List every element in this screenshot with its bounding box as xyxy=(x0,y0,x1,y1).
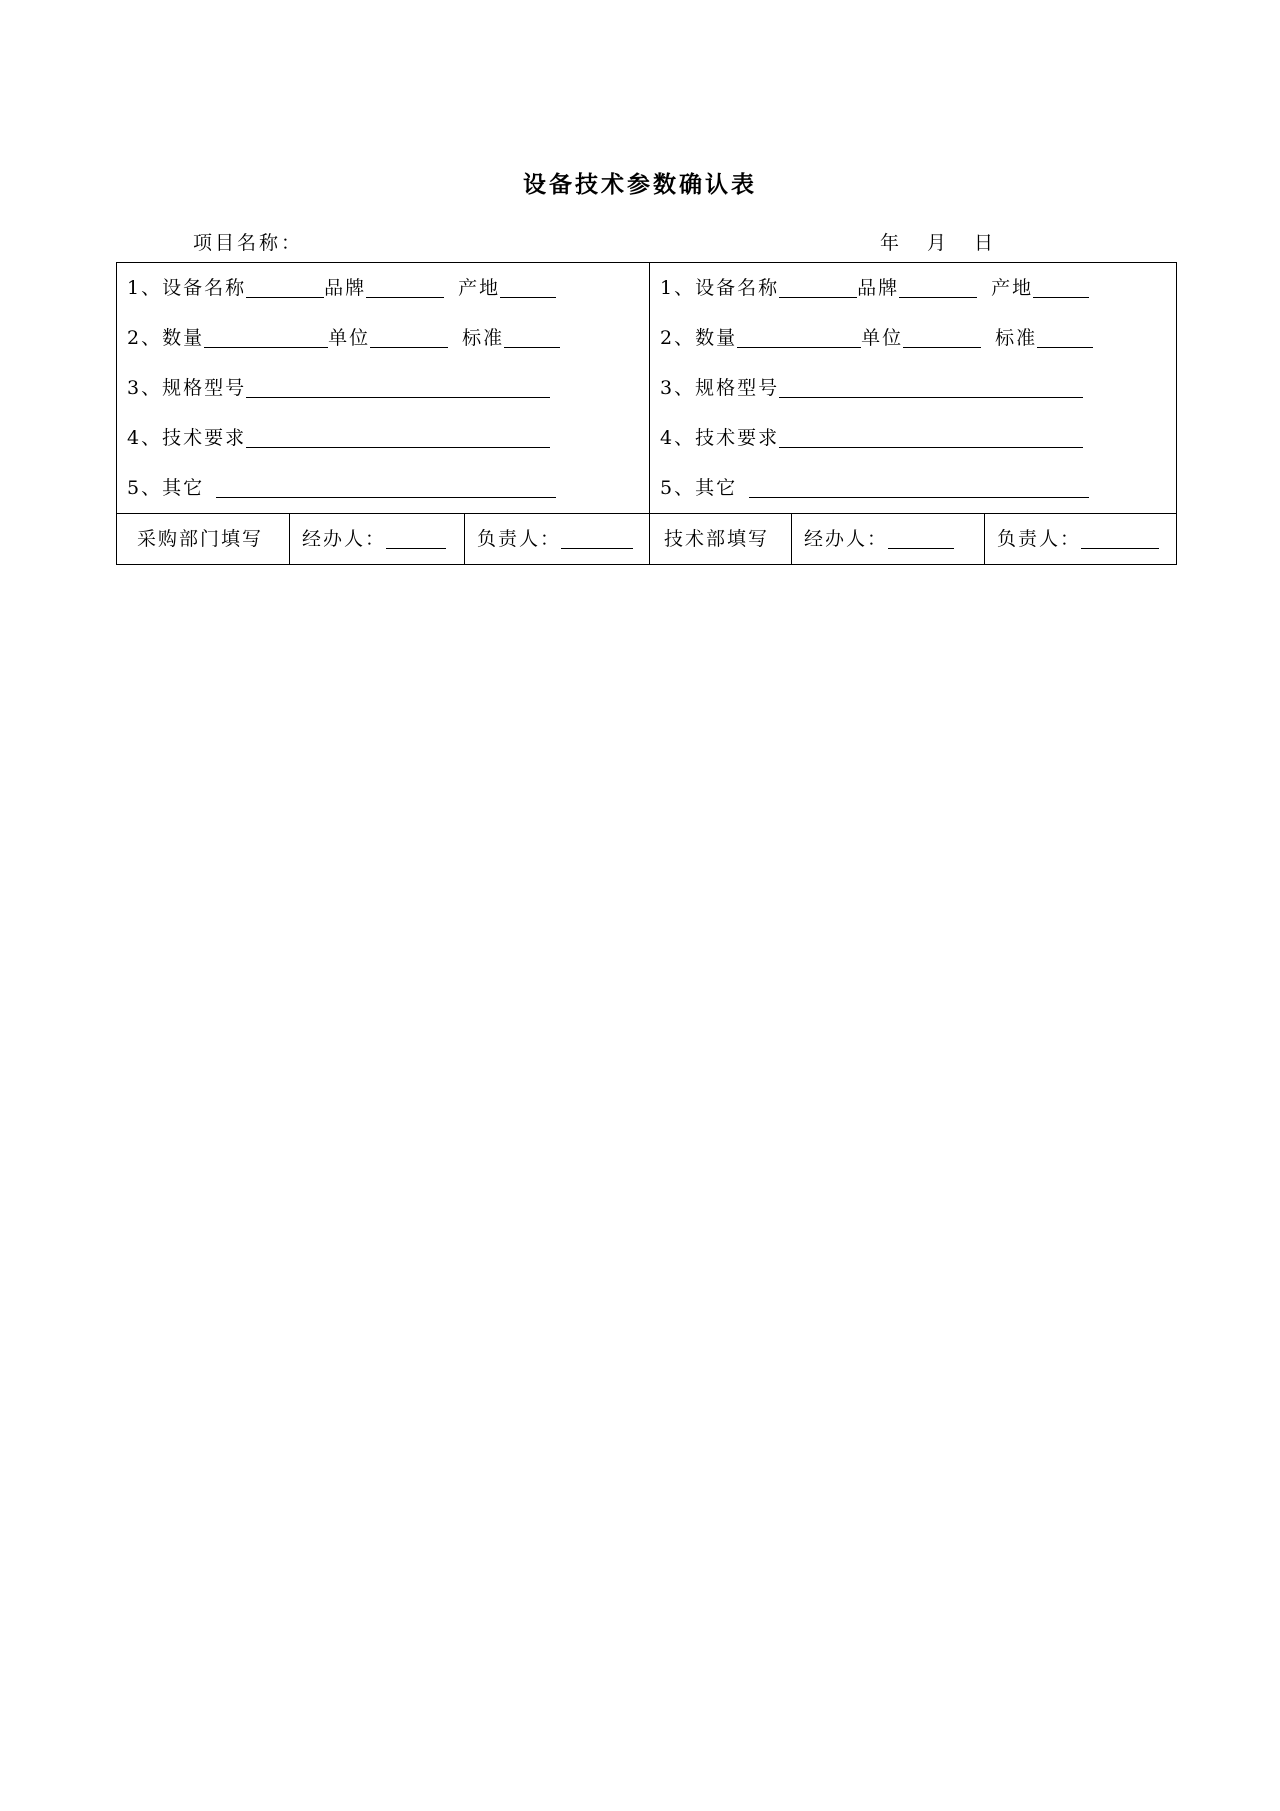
model-field[interactable] xyxy=(246,375,550,398)
tech-handler-field[interactable] xyxy=(888,526,954,549)
origin-field[interactable] xyxy=(1033,275,1089,298)
tech-requirements-field[interactable] xyxy=(246,425,550,448)
purchase-handler-cell xyxy=(290,514,465,565)
tech-handler-cell xyxy=(792,514,985,565)
unit-label: 单位 xyxy=(861,327,904,349)
tech-dept-label: 技术部填写 xyxy=(664,528,770,550)
other-field[interactable] xyxy=(749,475,1089,498)
tech-requirements-row xyxy=(127,425,550,451)
tech-manager-cell xyxy=(985,514,1177,565)
tech-requirements-label: 4、技术要求 xyxy=(660,427,780,449)
quantity-field[interactable] xyxy=(737,325,861,348)
quantity-row xyxy=(660,325,1093,351)
standard-label: 标准 xyxy=(462,327,505,349)
brand-field[interactable] xyxy=(899,275,977,298)
unit-label: 单位 xyxy=(328,327,371,349)
model-field[interactable] xyxy=(779,375,1083,398)
standard-field[interactable] xyxy=(1037,325,1093,348)
brand-field[interactable] xyxy=(366,275,444,298)
other-label: 5、其它 xyxy=(660,477,738,499)
date-line xyxy=(880,230,993,256)
tech-manager-field[interactable] xyxy=(1081,526,1159,549)
date-day-label: 日 xyxy=(974,232,994,254)
equipment-name-label: 1、设备名称 xyxy=(127,277,247,299)
other-row xyxy=(127,475,556,501)
origin-label: 产地 xyxy=(458,277,501,299)
origin-label: 产地 xyxy=(991,277,1034,299)
unit-field[interactable] xyxy=(903,325,981,348)
tech-dept-cell xyxy=(650,514,792,565)
purchase-handler-field[interactable] xyxy=(386,526,446,549)
equipment-name-field[interactable] xyxy=(779,275,857,298)
purchase-handler-label: 经办人： xyxy=(302,528,387,550)
purchase-panel xyxy=(117,263,650,514)
other-label: 5、其它 xyxy=(127,477,205,499)
quantity-field[interactable] xyxy=(204,325,328,348)
model-label: 3、规格型号 xyxy=(660,377,780,399)
other-row xyxy=(660,475,1089,501)
tech-requirements-label: 4、技术要求 xyxy=(127,427,247,449)
purchase-manager-label: 负责人： xyxy=(477,528,562,550)
document-title: 设备技术参数确认表 xyxy=(523,171,757,198)
project-name-label: 项目名称： xyxy=(193,232,304,254)
tech-requirements-row xyxy=(660,425,1083,451)
date-year-label: 年 xyxy=(880,232,900,254)
purchase-dept-cell xyxy=(117,514,290,565)
parameter-form-table xyxy=(116,262,1177,565)
quantity-label: 2、数量 xyxy=(127,327,205,349)
equipment-name-field[interactable] xyxy=(246,275,324,298)
brand-label: 品牌 xyxy=(324,277,367,299)
quantity-row xyxy=(127,325,560,351)
standard-label: 标准 xyxy=(995,327,1038,349)
date-month-label: 月 xyxy=(927,232,947,254)
tech-manager-label: 负责人： xyxy=(997,528,1082,550)
tech-panel xyxy=(650,263,1177,514)
origin-field[interactable] xyxy=(500,275,556,298)
equipment-name-row xyxy=(660,275,1089,301)
equipment-name-label: 1、设备名称 xyxy=(660,277,780,299)
purchase-dept-label: 采购部门填写 xyxy=(137,528,264,550)
purchase-manager-cell xyxy=(465,514,650,565)
standard-field[interactable] xyxy=(504,325,560,348)
model-label: 3、规格型号 xyxy=(127,377,247,399)
quantity-label: 2、数量 xyxy=(660,327,738,349)
model-row xyxy=(127,375,550,401)
equipment-name-row xyxy=(127,275,556,301)
brand-label: 品牌 xyxy=(857,277,900,299)
tech-handler-label: 经办人： xyxy=(804,528,889,550)
tech-requirements-field[interactable] xyxy=(779,425,1083,448)
model-row xyxy=(660,375,1083,401)
purchase-manager-field[interactable] xyxy=(561,526,633,549)
unit-field[interactable] xyxy=(370,325,448,348)
other-field[interactable] xyxy=(216,475,556,498)
